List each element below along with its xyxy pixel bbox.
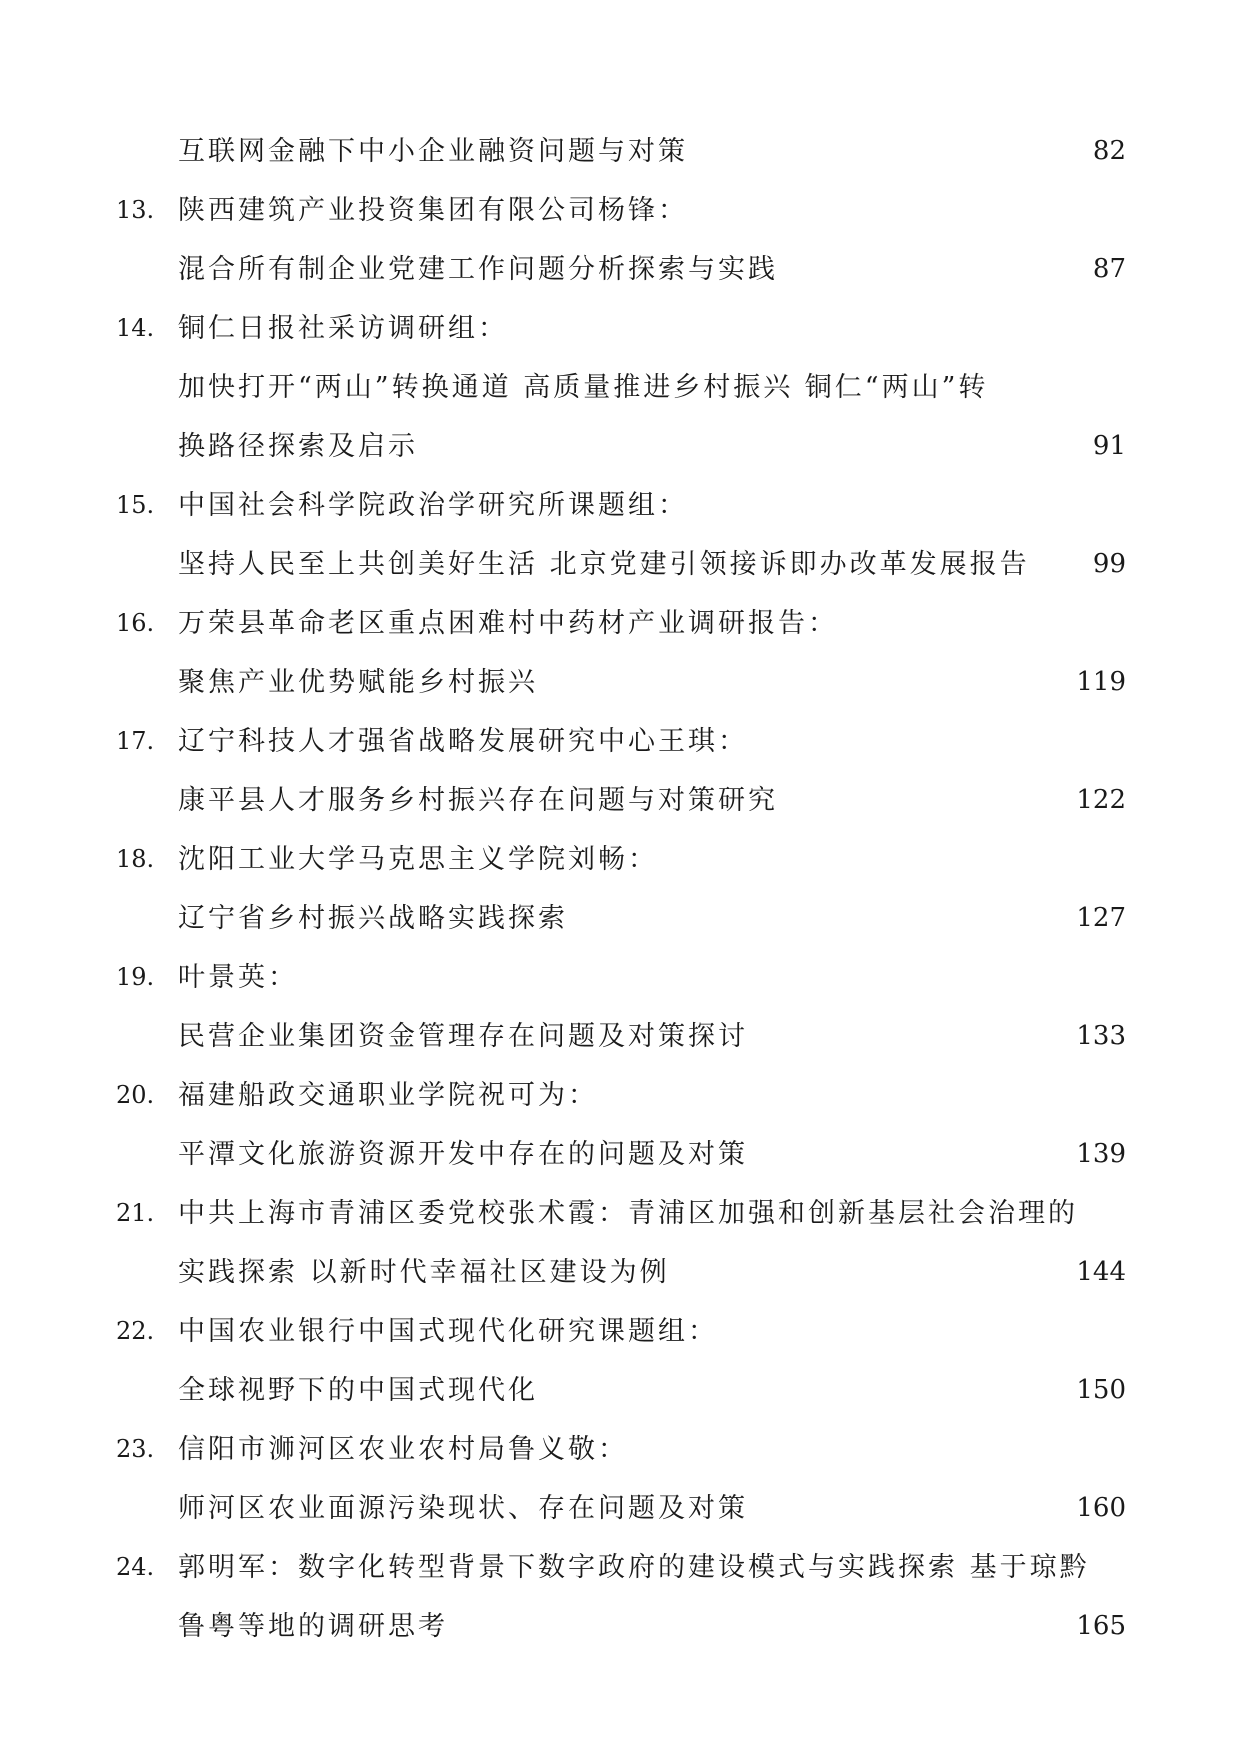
toc-page-number: 82 bbox=[1092, 136, 1126, 166]
toc-entry-text: 郭明军：数字化转型背景下数字政府的建设模式与实践探索 基于琼黔 bbox=[178, 1552, 1090, 1583]
toc-line bbox=[116, 240, 1126, 299]
toc-line bbox=[116, 1007, 1126, 1066]
toc-page-number: 91 bbox=[1092, 431, 1126, 461]
toc-entry-text: 信阳市浉河区农业农村局鲁义敬： bbox=[178, 1434, 628, 1465]
toc-line bbox=[116, 1243, 1126, 1302]
toc-entry-text: 鲁粤等地的调研思考 bbox=[178, 1611, 448, 1642]
toc-entry-text: 互联网金融下中小企业融资问题与对策 bbox=[178, 136, 688, 167]
toc-entry-text: 叶景英： bbox=[178, 962, 298, 993]
toc-entry-text: 辽宁科技人才强省战略发展研究中心王琪： bbox=[178, 726, 748, 757]
toc-page-number: 150 bbox=[1076, 1375, 1126, 1405]
toc-line bbox=[116, 771, 1126, 830]
toc-entry-text: 平潭文化旅游资源开发中存在的问题及对策 bbox=[178, 1139, 748, 1170]
toc-entry-text: 加快打开“两山”转换通道 高质量推进乡村振兴 铜仁“两山”转 bbox=[178, 372, 989, 403]
toc-entry-number: 16. bbox=[116, 609, 155, 637]
toc-entry-text: 实践探索 以新时代幸福社区建设为例 bbox=[178, 1257, 670, 1288]
toc-entry-text: 换路径探索及启示 bbox=[178, 431, 418, 462]
toc-entry-text: 师河区农业面源污染现状、存在问题及对策 bbox=[178, 1493, 748, 1524]
toc-page-number: 165 bbox=[1076, 1611, 1126, 1641]
toc-entry-number: 15. bbox=[116, 491, 155, 519]
toc-line bbox=[116, 1066, 1126, 1125]
toc-page-number: 87 bbox=[1092, 254, 1126, 284]
toc-line bbox=[116, 830, 1126, 889]
toc-entry-text: 铜仁日报社采访调研组： bbox=[178, 313, 508, 344]
toc-entry-text: 福建船政交通职业学院祝可为： bbox=[178, 1080, 598, 1111]
toc-line bbox=[116, 358, 1126, 417]
toc-entry-text: 万荣县革命老区重点困难村中药材产业调研报告： bbox=[178, 608, 838, 639]
toc-page-number: 133 bbox=[1076, 1021, 1126, 1051]
toc-entry-text: 聚焦产业优势赋能乡村振兴 bbox=[178, 667, 538, 698]
toc-entry-text: 民营企业集团资金管理存在问题及对策探讨 bbox=[178, 1021, 748, 1052]
toc-line bbox=[116, 299, 1126, 358]
toc-line bbox=[116, 594, 1126, 653]
toc-line bbox=[116, 1302, 1126, 1361]
toc-entry-number: 13. bbox=[116, 196, 155, 224]
toc-entry-number: 23. bbox=[116, 1435, 155, 1463]
toc-page-number: 139 bbox=[1076, 1139, 1126, 1169]
toc-line bbox=[116, 1125, 1126, 1184]
toc-page-number: 160 bbox=[1076, 1493, 1126, 1523]
toc-page-number: 99 bbox=[1092, 549, 1126, 579]
toc-entry-text: 混合所有制企业党建工作问题分析探索与实践 bbox=[178, 254, 778, 285]
toc-entry-text: 沈阳工业大学马克思主义学院刘畅： bbox=[178, 844, 658, 875]
table-of-contents bbox=[116, 122, 1126, 1656]
toc-line bbox=[116, 1420, 1126, 1479]
toc-entry-number: 21. bbox=[116, 1199, 155, 1227]
toc-line bbox=[116, 948, 1126, 1007]
toc-line bbox=[116, 417, 1126, 476]
toc-entry-number: 24. bbox=[116, 1553, 155, 1581]
toc-line bbox=[116, 476, 1126, 535]
toc-entry-text: 坚持人民至上共创美好生活 北京党建引领接诉即办改革发展报告 bbox=[178, 549, 1030, 580]
toc-page-number: 119 bbox=[1076, 667, 1126, 697]
toc-line bbox=[116, 1597, 1126, 1656]
toc-line bbox=[116, 181, 1126, 240]
toc-entry-text: 辽宁省乡村振兴战略实践探索 bbox=[178, 903, 568, 934]
toc-line bbox=[116, 1184, 1126, 1243]
toc-line bbox=[116, 122, 1126, 181]
toc-line bbox=[116, 653, 1126, 712]
toc-entry-text: 中国社会科学院政治学研究所课题组： bbox=[178, 490, 688, 521]
toc-entry-text: 康平县人才服务乡村振兴存在问题与对策研究 bbox=[178, 785, 778, 816]
toc-line bbox=[116, 1538, 1126, 1597]
toc-entry-text: 陕西建筑产业投资集团有限公司杨锋： bbox=[178, 195, 688, 226]
toc-entry-number: 22. bbox=[116, 1317, 155, 1345]
toc-line bbox=[116, 889, 1126, 948]
toc-entry-text: 中共上海市青浦区委党校张术霞：青浦区加强和创新基层社会治理的 bbox=[178, 1198, 1078, 1229]
toc-entry-text: 全球视野下的中国式现代化 bbox=[178, 1375, 538, 1406]
toc-entry-text: 中国农业银行中国式现代化研究课题组： bbox=[178, 1316, 718, 1347]
toc-page-number: 144 bbox=[1076, 1257, 1126, 1287]
toc-page-number: 127 bbox=[1076, 903, 1126, 933]
toc-line bbox=[116, 712, 1126, 771]
toc-line bbox=[116, 1361, 1126, 1420]
toc-entry-number: 17. bbox=[116, 727, 155, 755]
toc-line bbox=[116, 535, 1126, 594]
toc-entry-number: 20. bbox=[116, 1081, 155, 1109]
toc-entry-number: 18. bbox=[116, 845, 155, 873]
toc-line bbox=[116, 1479, 1126, 1538]
toc-page-number: 122 bbox=[1076, 785, 1126, 815]
toc-entry-number: 19. bbox=[116, 963, 155, 991]
toc-entry-number: 14. bbox=[116, 314, 155, 342]
